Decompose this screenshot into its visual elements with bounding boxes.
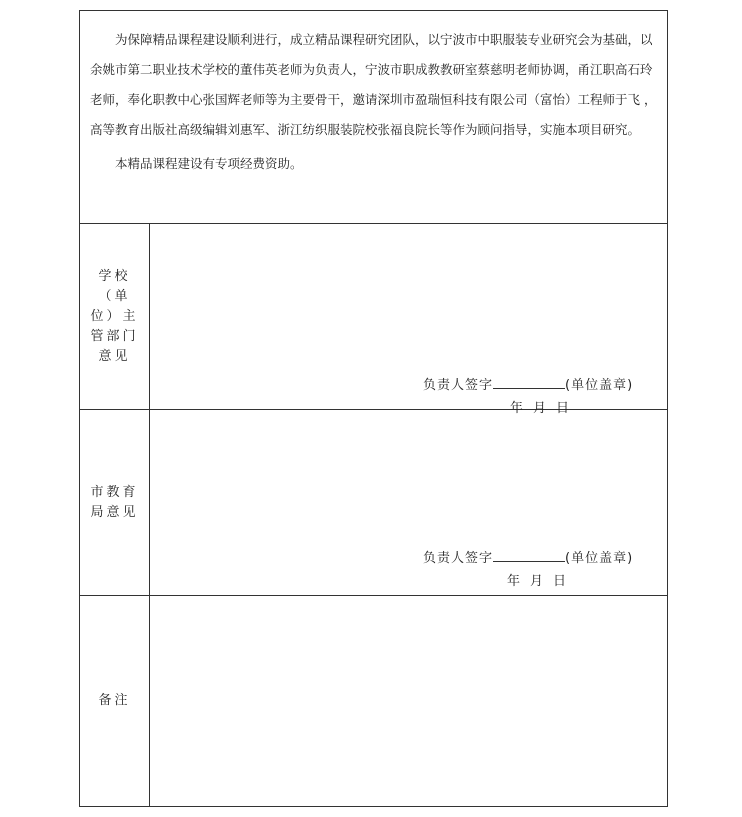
bureau-date-line — [507, 570, 576, 589]
education-bureau-opinion-label: 市教育局意见 — [80, 410, 150, 595]
education-bureau-opinion-field[interactable] — [150, 410, 667, 595]
bureau-signature-line — [423, 547, 633, 566]
school-opinion-field[interactable] — [150, 224, 667, 416]
intro-paragraph-team: 为保障精品课程建设顺利进行，成立精品课程研究团队，以宁波市中职服装专业研究会为基础，以余姚市第二职业技术学校的董伟英老师为负责人，宁波市职成教教研室蔡慈明老师协调，甬江职高石玲老师，奉化职教中心张国辉老师等为主要骨干，邀请深圳市盈瑞恒科技有限公司（富怡）工程师于飞 ，高等教育出版社高级编辑刘惠军、浙江纺织服装院校张福良院长等作为顾问指导，实施本项目研究。 — [90, 32, 657, 137]
intro-section — [80, 11, 667, 224]
school-date-day: 日 — [556, 401, 570, 416]
bureau-date-month: 月 — [530, 574, 544, 589]
intro-paragraph-funding: 本精品课程建设有专项经费资助。 — [115, 156, 303, 171]
school-signature-blank[interactable] — [493, 375, 565, 389]
remarks-row — [80, 596, 667, 806]
education-bureau-opinion-row — [80, 410, 667, 596]
school-signature-label: 负责人签字 — [423, 378, 494, 393]
remarks-label: 备注 — [80, 596, 150, 806]
bureau-signature-label: 负责人签字 — [423, 551, 494, 566]
remarks-field[interactable] — [150, 596, 667, 806]
approval-form — [79, 10, 668, 807]
bureau-seal-label: (单位盖章) — [565, 551, 634, 566]
bureau-signature-blank[interactable] — [493, 548, 565, 562]
school-date-year: 年 — [510, 401, 524, 416]
school-seal-label: (单位盖章) — [565, 378, 634, 393]
bureau-date-year: 年 — [507, 574, 521, 589]
school-opinion-row — [80, 224, 667, 416]
school-signature-line — [423, 374, 633, 393]
school-opinion-label: 学校（单位）主管部门意见 — [80, 224, 150, 409]
school-date-month: 月 — [533, 401, 547, 416]
bureau-date-day: 日 — [553, 574, 567, 589]
